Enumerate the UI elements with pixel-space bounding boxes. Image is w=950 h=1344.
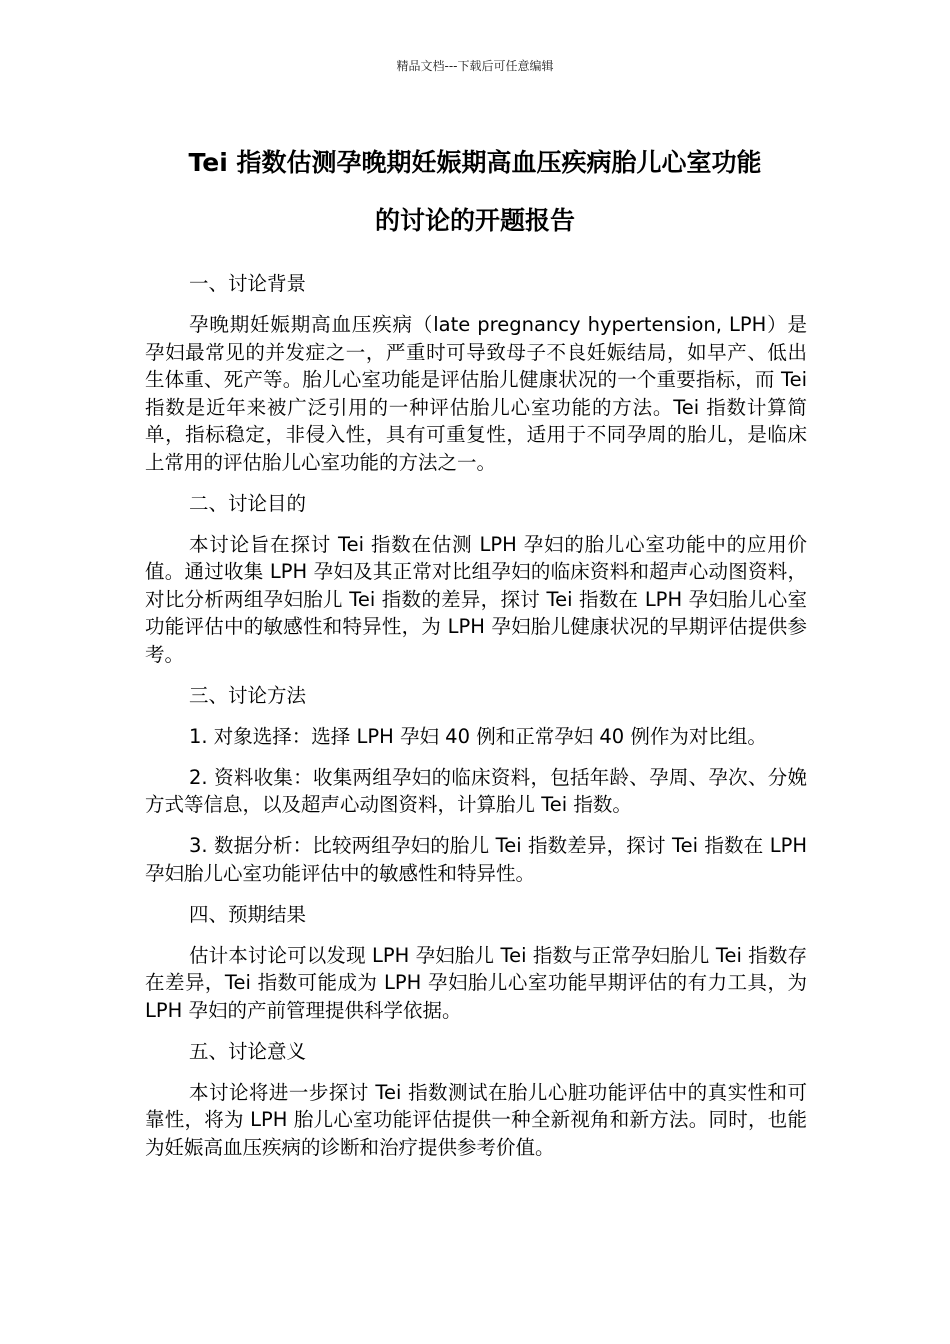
- section-heading-method: 三、讨论方法: [189, 683, 307, 707]
- title-line-2: 的讨论的开题报告: [374, 206, 575, 235]
- paragraph-significance: 本讨论将进一步探讨 Tei 指数测试在胎儿心脏功能评估中的真实性和可靠性，将为 LPH 胎儿心室功能评估提供一种全新视角和新方法。同时，也能为妊娠高血压疾病的诊断和治疗提供参考价值。: [145, 1080, 807, 1159]
- section-heading-purpose: 二、讨论目的: [189, 491, 307, 515]
- method-item-subjects: 1. 对象选择：选择 LPH 孕妇 40 例和正常孕妇 40 例作为对比组。: [189, 724, 767, 748]
- document-title: [145, 134, 805, 250]
- section-heading-results: 四、预期结果: [189, 902, 307, 926]
- paragraph-results: 估计本讨论可以发现 LPH 孕妇胎儿 Tei 指数与正常孕妇胎儿 Tei 指数存在差异，Tei 指数可能成为 LPH 孕妇胎儿心室功能早期评估的有力工具，为 LPH 孕妇的产前管理提供科学依据。: [145, 943, 807, 1022]
- method-item-data-collection: 2. 资料收集：收集两组孕妇的临床资料，包括年龄、孕周、孕次、分娩方式等信息，以及超声心动图资料，计算胎儿 Tei 指数。: [145, 765, 807, 816]
- title-line-1: Tei 指数估测孕晚期妊娠期高血压疾病胎儿心室功能: [188, 148, 762, 177]
- paragraph-purpose: 本讨论旨在探讨 Tei 指数在估测 LPH 孕妇的胎儿心室功能中的应用价值。通过收集 LPH 孕妇及其正常对比组孕妇的临床资料和超声心动图资料，对比分析两组孕妇胎儿 Tei 指数的差异，探讨 Tei 指数在 LPH 孕妇胎儿心室功能评估中的敏感性和特异性，为 LPH 孕妇胎儿健康状况的早期评估提供参考。: [145, 532, 807, 666]
- method-item-analysis: 3. 数据分析：比较两组孕妇的胎儿 Tei 指数差异，探讨 Tei 指数在 LPH 孕妇胎儿心室功能评估中的敏感性和特异性。: [145, 834, 807, 885]
- section-heading-background: 一、讨论背景: [189, 272, 307, 295]
- section-heading-significance: 五、讨论意义: [189, 1039, 307, 1063]
- header-note: 精品文档---下载后可任意编辑: [396, 59, 554, 73]
- paragraph-background: 孕晚期妊娠期高血压疾病（late pregnancy hypertension, LPH）是孕妇最常见的并发症之一，严重时可导致母子不良妊娠结局，如早产、低出生体重、死产等。胎儿心室功能是评估胎儿健康状况的一个重要指标，而 Tei 指数是近年来被广泛引用的一种评估胎儿心室功能的方法。Tei 指数计算简单，指标稳定，非侵入性，具有可重复性，适用于不同孕周的胎儿，是临床上常用的评估胎儿心室功能的方法之一。: [145, 313, 807, 474]
- document-body: [145, 270, 807, 1175]
